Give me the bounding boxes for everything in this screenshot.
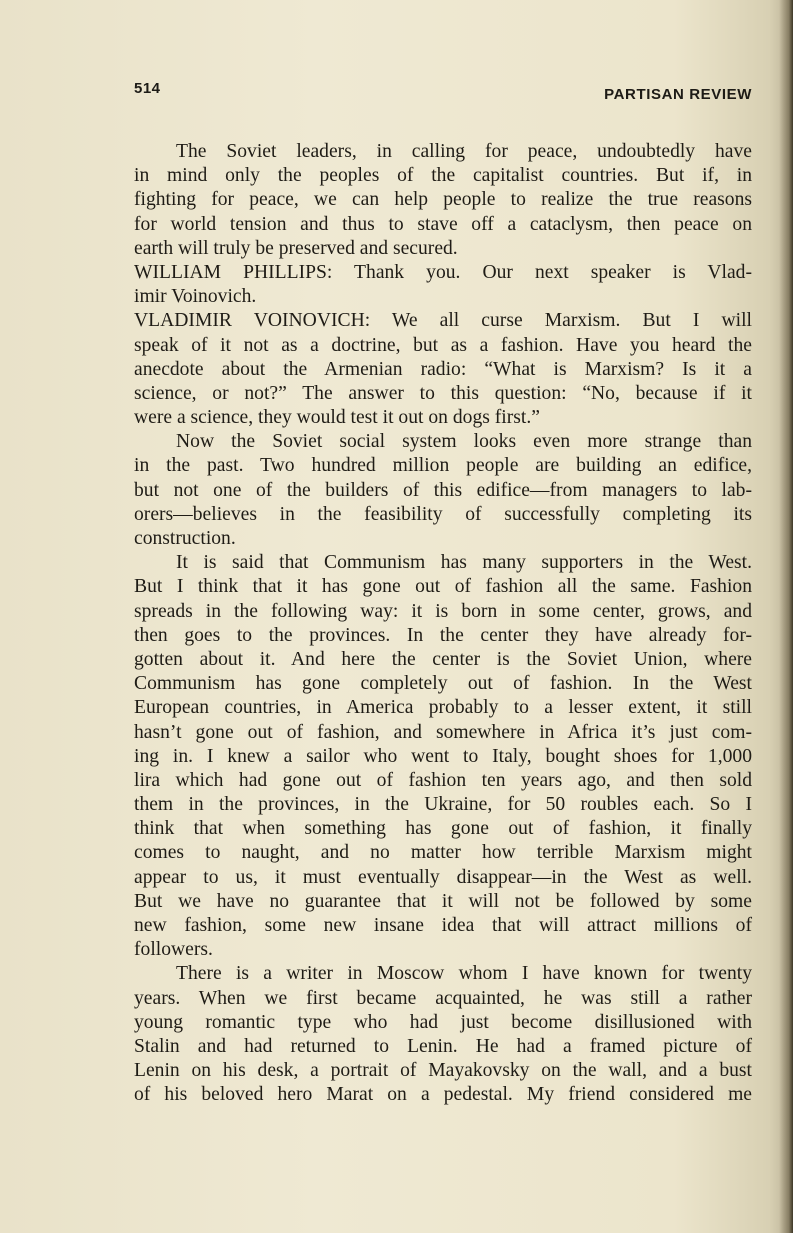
- text-line: Now the Soviet social system looks even more strange than: [176, 431, 752, 453]
- text-line: It is said that Communism has many supporters in the West.: [176, 552, 752, 574]
- text-line: in mind only the peoples of the capitalist countries. But if, in: [134, 165, 752, 187]
- text-line: lira which had gone out of fashion ten years ago, and then sold: [134, 769, 752, 791]
- text-line: anecdote about the Armenian radio: “What is Marxism? Is it a: [134, 358, 752, 380]
- text-line: The Soviet leaders, in calling for peace, undoubtedly have: [176, 141, 752, 162]
- text-line: construction.: [134, 528, 236, 549]
- text-line: Communism has gone completely out of fashion. In the West: [134, 673, 752, 695]
- text-line: But I think that it has gone out of fashion all the same. Fashion: [134, 576, 752, 598]
- text-line: VLADIMIR VOINOVICH: We all curse Marxism. But I will: [134, 310, 752, 332]
- text-line: new fashion, some new insane idea that will attract millions of: [134, 915, 752, 936]
- page-header: [134, 80, 752, 104]
- text-line: of his beloved hero Marat on a pedestal. My friend considered me: [134, 1084, 752, 1106]
- text-line: hasn’t gone out of fashion, and somewhere in Africa it’s just com-: [134, 721, 752, 743]
- page-gutter-shadow: [779, 0, 793, 1233]
- text-line: followers.: [134, 939, 213, 961]
- text-line: orers—believes in the feasibility of successfully completing its: [134, 503, 752, 525]
- text-line: Stalin and had returned to Lenin. He had a framed picture of: [134, 1035, 752, 1057]
- text-line: young romantic type who had just become disillusioned with: [134, 1011, 752, 1033]
- page-number: 514: [134, 80, 161, 97]
- text-line: comes to naught, and no matter how terrible Marxism might: [134, 842, 752, 864]
- text-line: then goes to the provinces. In the center they have already for-: [134, 624, 752, 646]
- text-line: spreads in the following way: it is born in some center, grows, and: [134, 600, 752, 622]
- text-line: European countries, in America probably to a lesser extent, it still: [134, 697, 752, 719]
- text-line: WILLIAM PHILLIPS: Thank you. Our next speaker is Vlad-: [134, 261, 752, 283]
- text-line: But we have no guarantee that it will not be followed by some: [134, 890, 752, 912]
- text-line: but not one of the builders of this edifice—from managers to lab-: [134, 479, 752, 501]
- text-line: earth will truly be preserved and secured.: [134, 237, 458, 259]
- text-line: were a science, they would test it out on dogs first.”: [134, 407, 540, 429]
- text-line: years. When we first became acquainted, he was still a rather: [134, 987, 752, 1009]
- text-line: science, or not?” The answer to this question: “No, because if it: [134, 382, 752, 404]
- body-text: [134, 140, 752, 1108]
- text-line: imir Voinovich.: [134, 286, 257, 308]
- text-line: There is a writer in Moscow whom I have known for twenty: [176, 963, 752, 985]
- text-line: appear to us, it must eventually disappear—in the West as well.: [134, 866, 752, 888]
- text-line: in the past. Two hundred million people are building an edifice,: [134, 455, 752, 477]
- text-line: gotten about it. And here the center is the Soviet Union, where: [134, 648, 752, 670]
- text-line: think that when something has gone out of fashion, it finally: [134, 818, 752, 840]
- text-line: speak of it not as a doctrine, but as a fashion. Have you heard the: [134, 334, 752, 356]
- text-line: them in the provinces, in the Ukraine, for 50 roubles each. So I: [134, 794, 752, 816]
- text-line: for world tension and thus to stave off a cataclysm, then peace on: [134, 213, 752, 235]
- text-line: fighting for peace, we can help people to realize the true reasons: [134, 189, 752, 211]
- text-line: ing in. I knew a sailor who went to Italy, bought shoes for 1,000: [134, 745, 752, 767]
- text-line: Lenin on his desk, a portrait of Mayakovsky on the wall, and a bust: [134, 1060, 752, 1082]
- running-head: PARTISAN REVIEW: [604, 86, 752, 103]
